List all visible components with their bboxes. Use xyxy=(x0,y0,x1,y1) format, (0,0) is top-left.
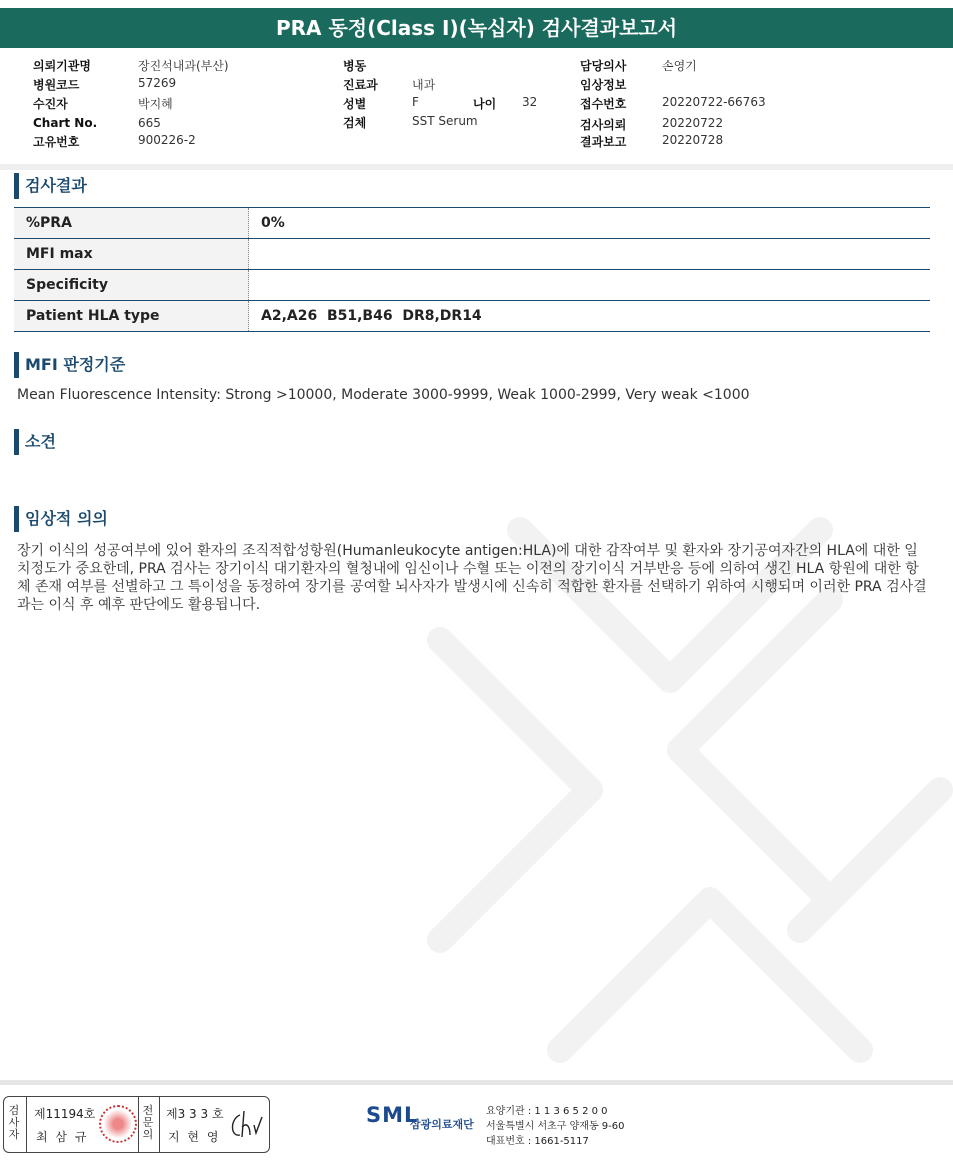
info-label: 검체 xyxy=(343,116,367,130)
specialist-name: 지 현 영 xyxy=(168,1130,221,1144)
info-value: 박지혜 xyxy=(138,97,173,111)
specialist-number: 제3 3 3 호 xyxy=(166,1107,224,1121)
inspector-name: 최 삼 규 xyxy=(36,1130,89,1144)
info-label: 검사의뢰 xyxy=(580,118,627,132)
info-value: 손영기 xyxy=(662,59,697,73)
info-label: 임상정보 xyxy=(580,78,627,92)
info-label: 결과보고 xyxy=(580,135,627,149)
info-value: SST Serum xyxy=(412,114,478,128)
clinical-significance-text: 장기 이식의 성공여부에 있어 환자의 조직적합성항원(Humanleukocyte antigen:HLA)에 대한 감작여부 및 환자와 장기공여자간의 HLA에 대한 일치정도가 중요한데, PRA 검사는 장기이식 대기환자의 혈청내에 임신이나 수혈 또는 이전의 장기이식 거부반응 등에 의하여 생긴 HLA 항원에 대한 항체 존재 여부를 선별하고 그 특이성을 동정하여 장기를 공여할 뇌사자가 발생시에 신속히 적합한 환자를 선택하기 위하여 시행되며 이러한 PRA 검사결과는 이식 후 예후 판단에도 활용됩니다. xyxy=(17,543,927,613)
inspector-number: 제11194호 xyxy=(34,1107,96,1121)
specialist-label: 전문의 xyxy=(142,1104,154,1141)
age-label: 나이 xyxy=(473,97,497,111)
info-label: 진료과 xyxy=(343,78,378,92)
info-label: 의뢰기관명 xyxy=(33,59,91,73)
info-label: 성별 xyxy=(343,97,367,111)
info-value: 20220728 xyxy=(662,133,724,147)
result-value xyxy=(249,239,931,270)
info-value: 20220722-66763 xyxy=(662,95,766,109)
info-label: 수진자 xyxy=(33,97,68,111)
info-label: 담당의사 xyxy=(580,59,627,73)
info-label: 접수번호 xyxy=(580,97,627,111)
signature-box xyxy=(3,1096,270,1153)
signature-icon xyxy=(226,1107,264,1141)
info-value: 900226-2 xyxy=(138,133,196,147)
address-line: 대표번호 : 1661-5117 xyxy=(486,1136,589,1147)
info-value: 665 xyxy=(138,116,161,130)
table-row xyxy=(14,301,930,332)
info-value: 20220722 xyxy=(662,116,724,130)
mfi-criteria-text: Mean Fluorescence Intensity: Strong >10000, Moderate 3000-9999, Weak 1000-2999, Very weak <1000 xyxy=(17,387,750,403)
results-table xyxy=(14,207,930,332)
logo-text: SML xyxy=(366,1103,419,1127)
divider xyxy=(0,1080,953,1085)
info-label: 병원코드 xyxy=(33,78,80,92)
result-label: MFI max xyxy=(14,239,249,270)
seal-stamp-icon xyxy=(99,1105,137,1143)
age-value: 32 xyxy=(522,95,538,109)
table-row xyxy=(14,208,930,239)
patient-info xyxy=(0,55,953,160)
result-label: Patient HLA type xyxy=(14,301,249,332)
inspector-label: 검사자 xyxy=(8,1104,20,1141)
table-row xyxy=(14,270,930,301)
table-row xyxy=(14,239,930,270)
sml-logo xyxy=(366,1103,474,1131)
result-label: %PRA xyxy=(14,208,249,239)
result-label: Specificity xyxy=(14,270,249,301)
divider xyxy=(0,164,953,170)
info-value: 57269 xyxy=(138,76,177,90)
org-address xyxy=(486,1104,625,1149)
info-label: 고유번호 xyxy=(33,135,80,149)
result-value: A2,A26 B51,B46 DR8,DR14 xyxy=(249,301,931,332)
info-value: F xyxy=(412,95,419,109)
section-title-opinion: 소견 xyxy=(14,429,56,455)
result-value xyxy=(249,270,931,301)
result-value: 0% xyxy=(249,208,931,239)
info-label: Chart No. xyxy=(33,116,98,130)
report-title: PRA 동정(Class I)(녹십자) 검사결과보고서 xyxy=(0,8,953,48)
divider xyxy=(159,1097,160,1152)
divider xyxy=(26,1097,27,1152)
info-value: 장진석내과(부산) xyxy=(138,59,229,73)
section-title-clinical: 임상적 의의 xyxy=(14,506,108,532)
address-line: 요양기관 : 1 1 3 6 5 2 0 0 xyxy=(486,1106,608,1117)
org-name: 삼광의료재단 xyxy=(410,1118,474,1131)
info-value: 내과 xyxy=(412,78,436,92)
info-label: 병동 xyxy=(343,59,367,73)
section-title-mfi: MFI 판정기준 xyxy=(14,352,125,378)
divider xyxy=(138,1097,139,1152)
section-title-results: 검사결과 xyxy=(14,173,87,199)
address-line: 서울특별시 서초구 양재동 9-60 xyxy=(486,1121,625,1132)
